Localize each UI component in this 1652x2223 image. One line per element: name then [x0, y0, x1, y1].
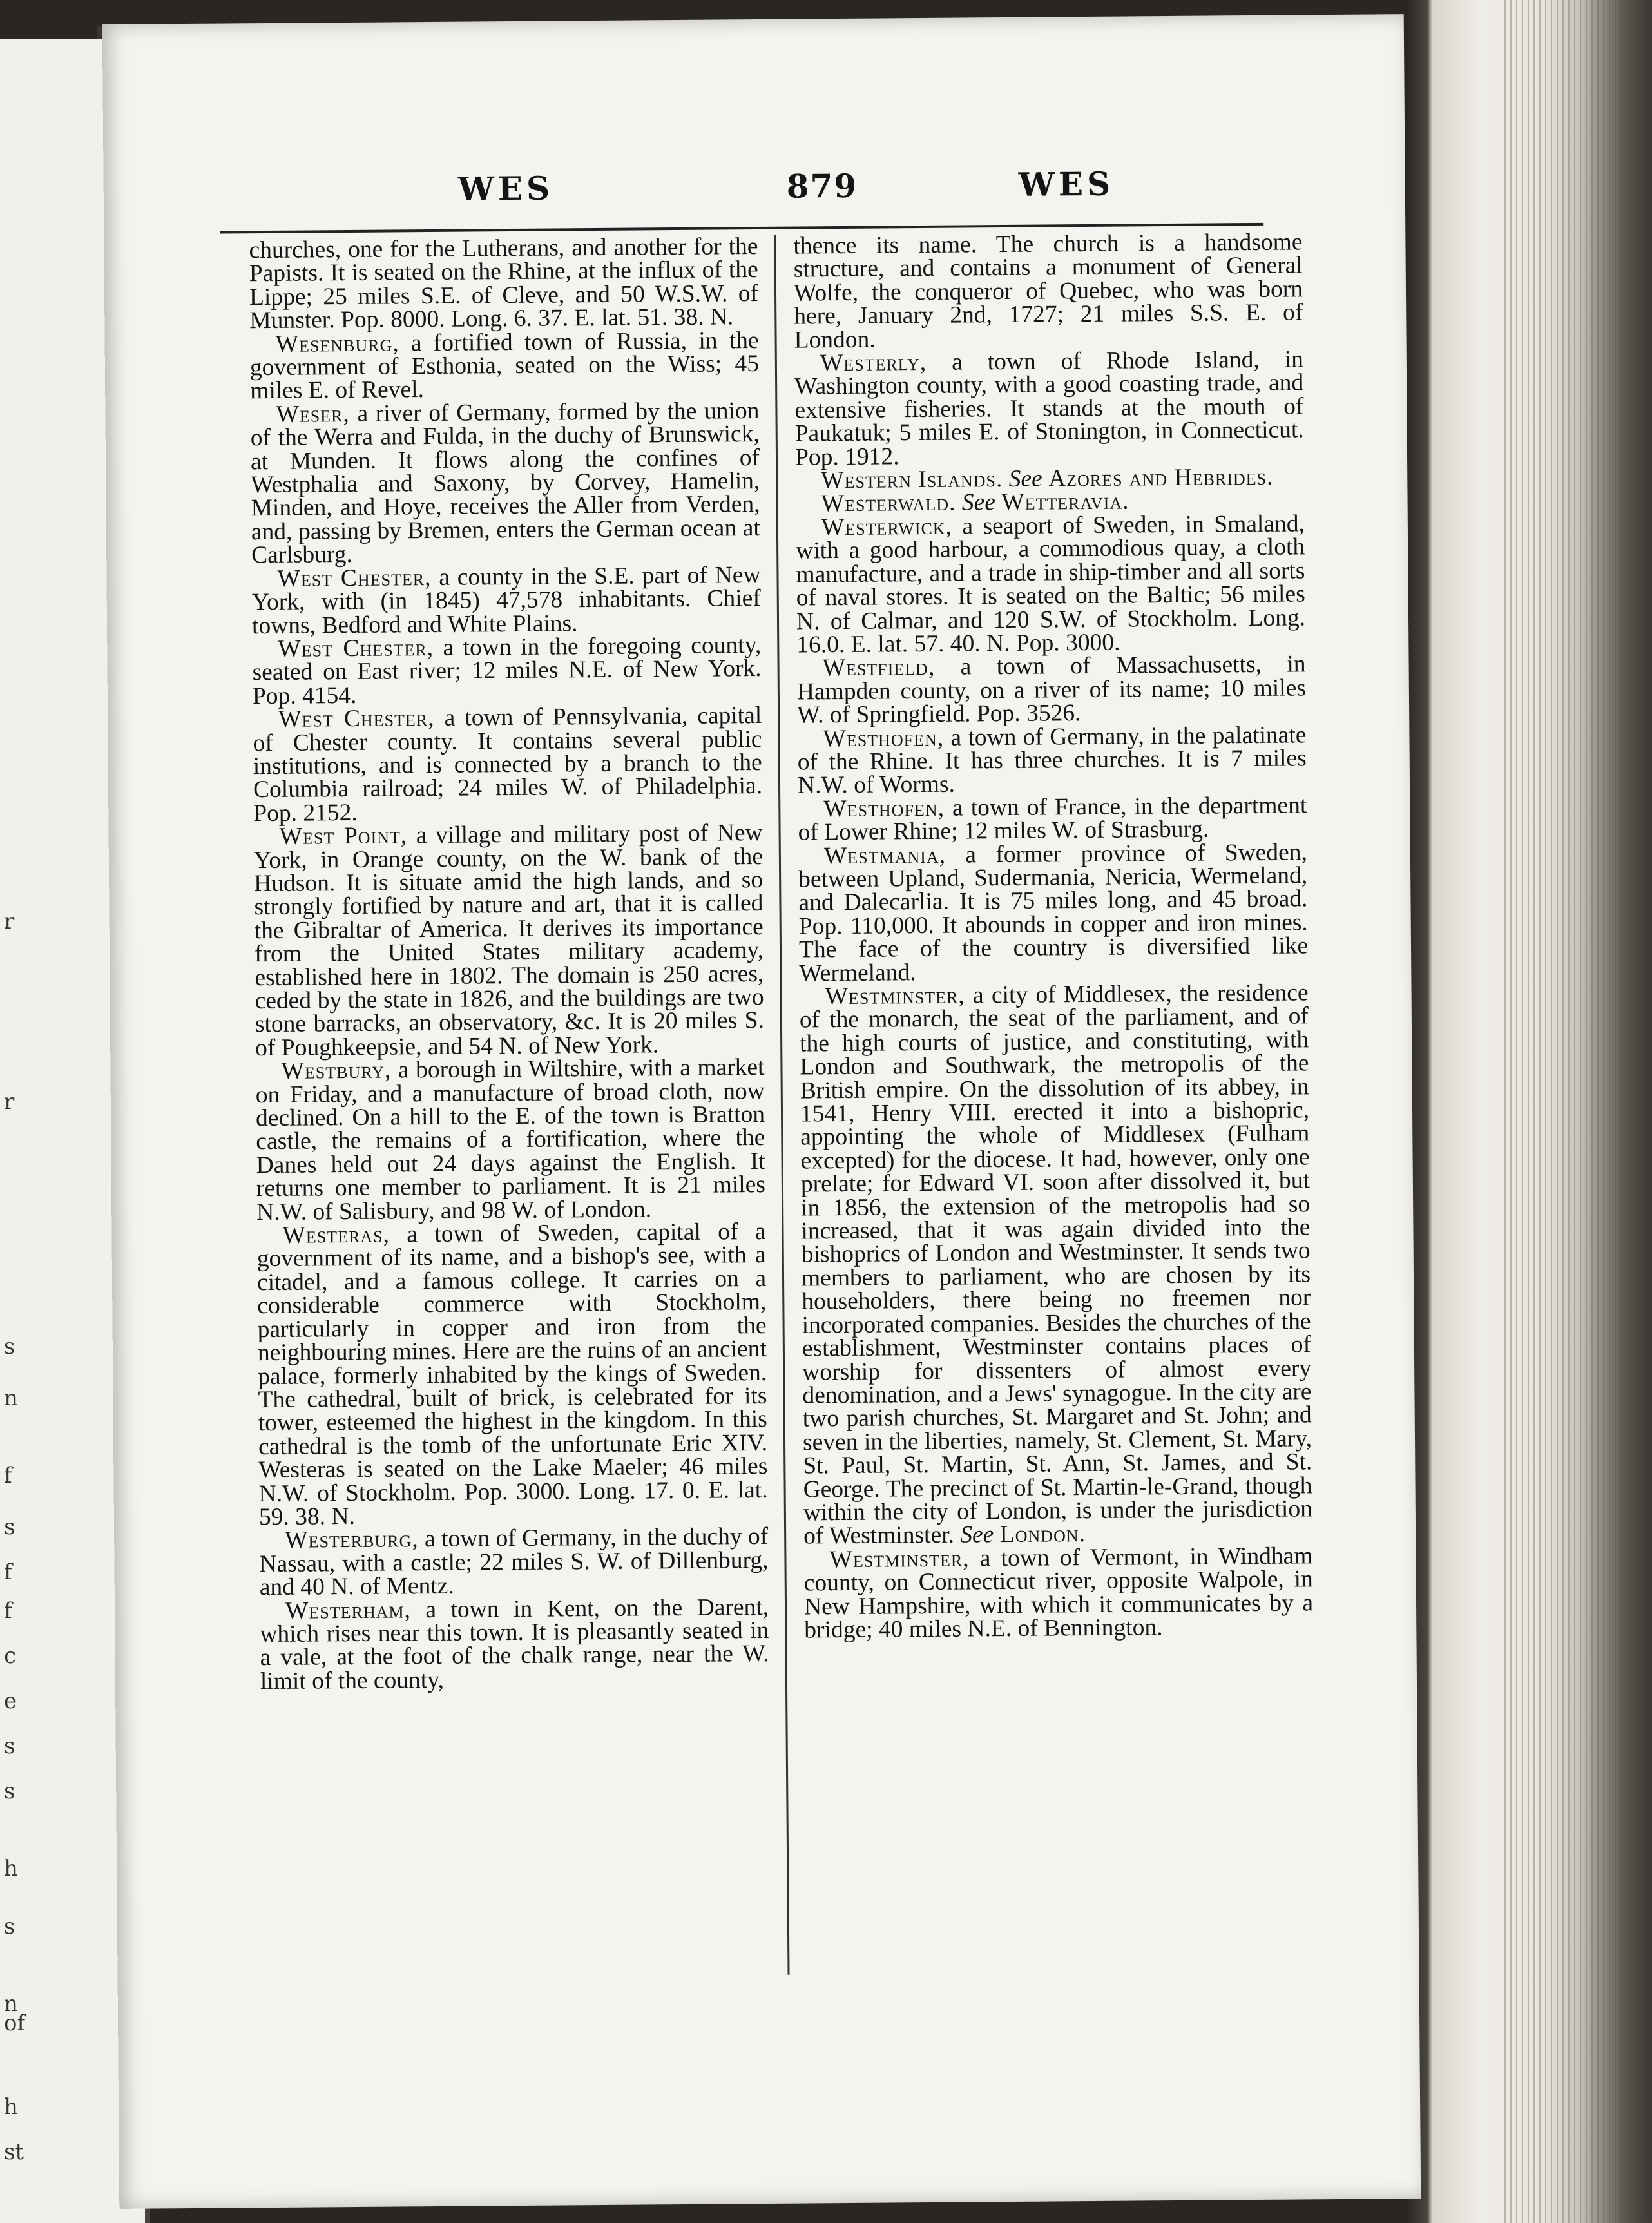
entry-text: a former province of Sweden, between Upland, Sudermania, Nericia, Wermeland, and Dalecarlia. It is 75 miles long, and 45 broad. Pop. 110,000. It abounds in copper and iron mines. The face of the country is diversified like Wermeland. [798, 838, 1309, 987]
margin-letter: n [4, 1385, 18, 1411]
dictionary-entry [798, 838, 1309, 987]
dictionary-entry [250, 399, 760, 568]
dictionary-entry [794, 348, 1304, 469]
entry-headword: Westeras, [282, 1221, 390, 1249]
entry-text: a river of Germany, formed by the union of the Werra and Fulda, in the duchy of Brunswick, at Munden. It flows along the confines of Westphalia and Saxony, by Corvey, Hamelin, Minden, and Hoye, receives the Aller from Verden, and, passing by Bremen, enters the German ocean at Carlsburg. [250, 397, 761, 569]
margin-letter: s [4, 1733, 15, 1759]
entry-headword: West Chester, [278, 705, 435, 733]
margin-letter: s [4, 1514, 15, 1540]
previous-page-margin-text [0, 39, 26, 2223]
entry-headword: Westminster, [829, 1545, 970, 1573]
margin-letter: r [4, 1089, 15, 1115]
dictionary-entry [253, 822, 764, 1060]
margin-letter: of [4, 2010, 26, 2036]
margin-letter: r [4, 909, 15, 934]
entry-headword: Weser, [276, 400, 350, 428]
margin-letter: n [4, 1991, 18, 2017]
entry-headword: Westerburg, [285, 1526, 419, 1554]
entry-text: a town of Germany, in the palatinate of the Rhine. It has three churches. It is 7 miles N.W. of Worms. [797, 721, 1307, 799]
left-column [249, 235, 769, 1693]
dictionary-entry [251, 561, 761, 639]
entry-headword: Westhofen, [823, 724, 945, 752]
entry-text: a town of Rhode Island, in Washington county, with a good coasting trade, and extensive fisheries. It stands at the mouth of Paukatuk; 5 miles E. of Stonington, in Connecticut. Pop. 1912. [794, 346, 1304, 471]
cross-reference-see: See [1003, 465, 1049, 493]
margin-letter: s [4, 1914, 15, 1939]
entry-text: a fortified town of Russia, in the government of Esthonia, seated on the Wiss; 45 miles E. of Revel. [249, 327, 760, 405]
dictionary-entry [798, 794, 1307, 845]
margin-letter: f [4, 1598, 12, 1624]
margin-letter: st [4, 2139, 24, 2165]
dictionary-entry [255, 1056, 765, 1224]
dictionary-entry [249, 329, 759, 403]
book-page-edges [1408, 0, 1652, 2223]
header-left-guide-word: WES [457, 169, 554, 208]
margin-letter: f [4, 1559, 12, 1585]
entry-headword: Westmania, [823, 842, 946, 869]
dictionary-entry [793, 231, 1303, 352]
entry-text: a town of Massachusetts, in Hampden county, on a river of its name; 10 miles W. of Springfield. Pop. 3526. [796, 651, 1307, 729]
dictionary-entry [803, 1545, 1313, 1642]
dictionary-entry [253, 704, 762, 825]
dictionary-entry [256, 1220, 768, 1529]
margin-letter: c [4, 1643, 17, 1669]
page-number: 879 [786, 166, 858, 206]
cross-reference-see: See [956, 489, 1002, 517]
entry-headword: Westerwald. [821, 490, 956, 517]
entry-headword: Westerly, [820, 349, 927, 377]
entry-headword: Westerwick, [821, 513, 953, 541]
entry-text: a town of France, in the department of Lower Rhine; 12 miles W. of Strasburg. [798, 792, 1307, 846]
entry-text: a town of Germany, in the duchy of Nassau, with a castle; 22 miles S. W. of Dillenburg, and 40 N. of Mentz. [259, 1523, 769, 1601]
entry-text: a town of Vermont, in Windham county, on Connecticut river, opposite Walpole, in New Hampshire, with which it communicates by a bridge; 40 miles N.E. of Bennington. [803, 1543, 1314, 1644]
entry-text: a county in the S.E. part of New York, with (in 1845) 47,578 inhabitants. Chief towns, Bedford and White Plains. [251, 561, 761, 639]
entry-headword: Westfield, [822, 654, 936, 682]
dictionary-entry [799, 981, 1312, 1548]
entry-headword: Westerham, [285, 1596, 412, 1624]
dictionary-entry [796, 512, 1306, 657]
entry-text: a borough in Wiltshire, with a market on Friday, and a manufacture of broad cloth, now declined. On a hill to the E. of the town is Bratton castle, the remains of a fortification, where the Danes held out 24 days against the English. It returns one member to parliament. It is 21 miles N.W. of Salisbury, and 98 W. of London. [255, 1054, 766, 1226]
margin-letter: f [4, 1463, 12, 1488]
dictionary-entry [252, 631, 762, 709]
entry-headword: Westminster, [825, 982, 965, 1010]
cross-reference-target: Azores and Hebrides. [1048, 463, 1274, 492]
dictionary-entry [260, 1593, 769, 1695]
entry-headword: West Point, [279, 822, 408, 851]
entry-text: a village and military post of New York, in Orange county, on the W. bank of the Hudson. It is situate amid the high lands, and so strongly fortified by nature and art, that it is called the Gibraltar of America. It derives its importance from the United States military academy, established here in 1802. The domain is 250 acres, ceded by the state in 1826, and the buildings are two stone barracks, an observatory, &c. It is 20 miles S. of Poughkeepsie, and 54 N. of New York. [253, 820, 765, 1061]
column-divider [774, 235, 789, 1975]
margin-letter: s [4, 1334, 15, 1360]
entry-headword: Westhofen, [823, 794, 945, 822]
dictionary-entry [259, 1525, 769, 1599]
dictionary-entry [796, 653, 1306, 727]
entry-headword: Western Islands. [821, 466, 1003, 494]
header-right-guide-word: WES [1018, 164, 1115, 204]
entry-headword: Westbury, [281, 1057, 392, 1085]
entry-text: thence its name. The church is a handsome structure, and contains a monument of General Wolfe, the conqueror of Quebec, who was born here, January 2nd, 1727; 21 miles S.S. E. of London. [793, 229, 1303, 354]
entry-text: a seaport of Sweden, in Smaland, with a good harbour, a commodious quay, a cloth manufacture, and a trade in ship-timber and all sorts of naval stores. It is seated on the Baltic; 56 miles N. of Calmar, and 120 S.W. of Stockholm. Long. 16.0. E. lat. 57. 40. N. Pop. 3000. [796, 510, 1306, 659]
entry-text: a city of Middlesex, the residence of the monarch, the seat of the parliament, and of the high courts of justice, and constituting, with London and Southwark, the metropolis of the British empire. On the dissolution of its abbey, in 1541, Henry VIII. erected it into a bishopric, appointing the whole of Middlesex (Fulham excepted) for the diocese. It had, however, only one prelate; for Edward VI. soon after dissolved it, but in 1856, the extension of the metropolis had so increased, that it was again divided into the bishoprics of London and Westminster. It sends two members to parliament, who are chosen by its householders, there being no freemen nor incorporated companies. Besides the churches of the establishment, Westminster contains places of worship for dissenters of almost every denomination, and a Jews' synagogue. In the city are two parish churches, St. Margaret and St. John; and seven in the liberties, namely, St. Clement, St. Mary, St. Paul, St. Martin, St. Ann, St. James, and St. George. The precinct of St. Martin-le-Grand, though within the city of London, is under the jurisdiction of Westminster. [799, 979, 1313, 1550]
entry-text: a town of Pennsylvania, capital of Chester county. It contains several public institutions, and is connected by a branch to the Columbia railroad; 24 miles W. of Philadelphia. Pop. 2152. [253, 702, 763, 827]
book-page [102, 14, 1421, 2209]
cross-reference-target: Wetteravia. [1001, 488, 1129, 516]
dictionary-entry [249, 235, 758, 333]
entry-text: a town in the foregoing county, seated on East river; 12 miles N.E. of New York. Pop. 4154. [252, 631, 762, 709]
entry-text: churches, one for the Lutherans, and another for the Papists. It is seated on the Rhine, at the influx of the Lippe; 25 miles S.E. of Cleve, and 50 W.S.W. of Munster. Pop. 8000. Long. 6. 37. E. lat. 51. 38. N. [249, 233, 759, 334]
entry-headword: West Chester, [278, 634, 434, 662]
entry-headword: West Chester, [277, 564, 432, 592]
margin-letter: h [4, 2094, 18, 2120]
running-header [180, 137, 1328, 236]
entry-headword: Wesenburg, [275, 330, 399, 358]
cross-reference-see: See [954, 1521, 1000, 1549]
right-column [793, 231, 1313, 1642]
entry-text: a town in Kent, on the Darent, which rises near this town. It is pleasantly seated in a vale, at the foot of the chalk range, near the W. limit of the county, [260, 1593, 769, 1695]
cross-reference-target: London. [999, 1521, 1086, 1548]
margin-letter: s [4, 1778, 15, 1804]
margin-letter: h [4, 1856, 18, 1881]
entry-text: a town of Sweden, capital of a government of its name, and a bishop's see, with a citadel, and a famous college. It carries on a considerable commerce with Stockholm, particularly in copper and iron from the neighbouring mines. Here are the ruins of an ancient palace, formerly inhabited by the kings of Sweden. The cathedral, built of brick, is celebrated for its tower, esteemed the highest in the kingdom. In this cathedral is the tomb of the unfortunate Eric XIV. Westeras is seated on the Lake Maeler; 46 miles N.W. of Stockholm. Pop. 3000. Long. 17. 0. E. lat. 59. 38. N. [256, 1218, 768, 1531]
dictionary-entry [797, 721, 1307, 799]
margin-letter: e [4, 1688, 17, 1714]
